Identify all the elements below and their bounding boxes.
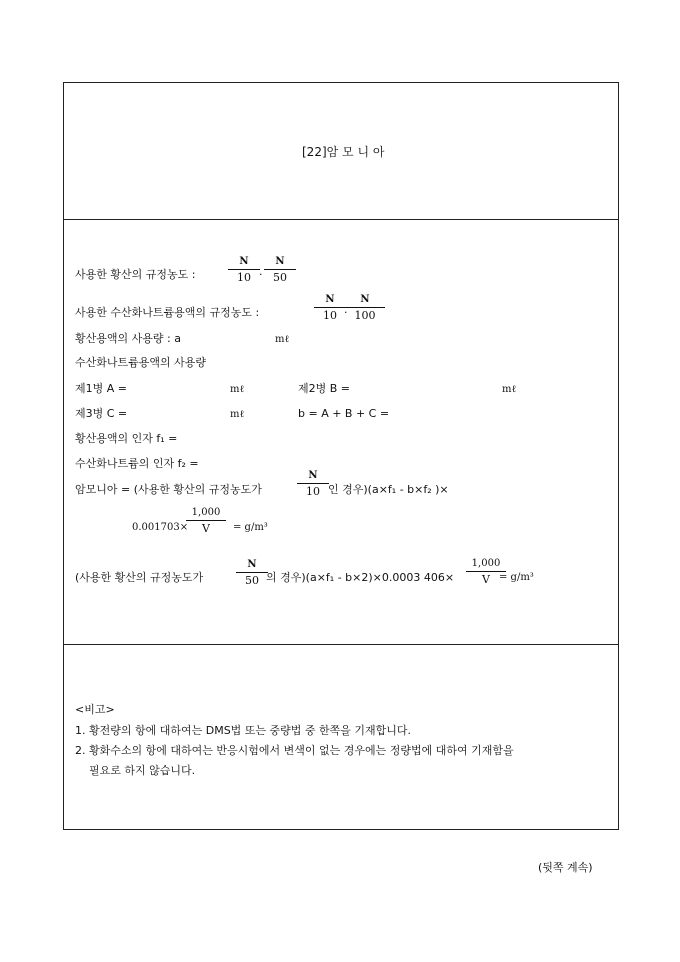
fraction-n-50: N 50 [264,256,296,285]
divider-bottom [64,644,618,645]
unit-result-2: = g/m³ [499,572,534,583]
base-conc-label: 사용한 수산화나트륨용액의 규정농도 : [75,306,260,319]
ammonia-formula-start: 암모니아 = (사용한 황산의 규정농도가 [75,483,262,496]
page-title: [22]암 모 니 아 [302,145,385,159]
acid-conc-label: 사용한 황산의 규정농도 : [75,268,196,281]
ammonia-case1-tail: 인 경우)(a×f₁ - b×f₂ )× [328,483,449,496]
acid-used-label: 황산용액의 사용량 : a [75,332,181,345]
fraction-n-10-b: N 10 [314,294,346,323]
separator-dot: · [259,268,263,281]
b-sum-label: b = A + B + C = [298,407,390,420]
acid-factor-label: 황산용액의 인자 f₁ = [75,432,178,445]
fraction-1000-v: 1,000 V [186,507,226,536]
form-frame [63,82,619,830]
bottle2-label: 제2병 B = [298,382,351,395]
fraction-n-10: N 10 [228,256,260,285]
remark-item-2-cont: 필요로 하지 않습니다. [89,764,196,777]
fraction-n-100: N 100 [345,294,385,323]
remarks-heading: <비고> [75,703,115,716]
case2-start: (사용한 황산의 규정농도가 [75,571,204,584]
unit-ml: mℓ [275,334,290,345]
bottle3-label: 제3병 C = [75,407,128,420]
continued-note: (뒷쪽 계속) [538,861,593,874]
unit-ml: mℓ [230,409,245,420]
base-factor-label: 수산화나트륨의 인자 f₂ = [75,457,199,470]
remark-item-2: 2. 황화수소의 항에 대하여는 반응시험에서 변색이 없는 경우에는 정량법에 대하여 기재함을 [75,744,514,757]
fraction-n-50-b: N 50 [236,559,268,588]
coefficient-1: 0.001703× [132,522,189,533]
case2-tail: 의 경우)(a×f₁ - b×2)×0.0003 406× [266,571,455,584]
separator-dot: · [344,306,348,319]
base-used-label: 수산화나트륨용액의 사용량 [75,356,207,369]
remark-item-1: 1. 황전량의 항에 대하여는 DMS법 또는 중량법 중 한쪽을 기재합니다. [75,724,412,737]
fraction-n-10-c: N 10 [297,470,329,499]
unit-ml: mℓ [230,384,245,395]
unit-ml: mℓ [502,384,517,395]
fraction-1000-v-b: 1,000 V [466,558,506,587]
divider-top [64,219,618,220]
unit-result-1: = g/m³ [233,522,268,533]
bottle1-label: 제1병 A = [75,382,127,395]
